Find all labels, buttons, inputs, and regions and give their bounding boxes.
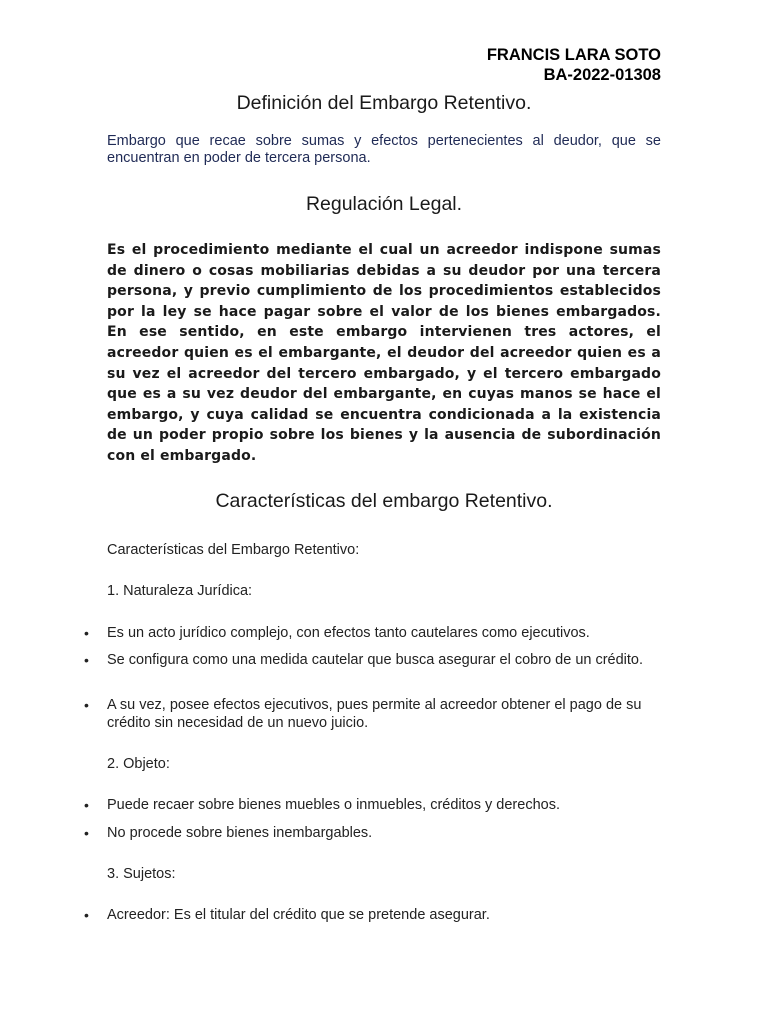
list-item	[84, 796, 652, 814]
group-label-object: 2. Objeto:	[107, 756, 170, 772]
list-item-text: Puede recaer sobre bienes muebles o inmuebles, créditos y derechos.	[107, 797, 560, 813]
author-id: BA-2022-01308	[543, 66, 661, 84]
characteristics-heading: Características del embargo Retentivo.	[215, 490, 553, 512]
definition-heading: Definición del Embargo Retentivo.	[236, 92, 532, 114]
list-item	[84, 906, 652, 924]
bullet-icon: •	[84, 907, 89, 923]
group-label-subjects: 3. Sujetos:	[107, 866, 176, 882]
bullet-icon: •	[84, 697, 89, 713]
regulation-text: Es el procedimiento mediante el cual un acreedor indispone sumas de dinero o cosas mobiliarias debidas a su deudor por una tercera persona, y previo cumplimiento de los procedimientos establecidos por la ley se hace pagar sobre el valor de los bienes embargados. En ese sentido, en este embargo intervienen tres actores, el acreedor quien es el embargante, el deudor del acreedor quien es a su vez el acreedor del tercero embargado, y el tercero embargado que es a su vez deudor del embargante, en cuyas manos se hace el embargo, y cuya calidad se encuentra condicionada a la existencia de un poder propio sobre los bienes y la ausencia de subordinación con el embargado.	[107, 242, 661, 464]
bullet-icon: •	[84, 825, 89, 841]
list-item	[84, 624, 652, 642]
group-label-nature: 1. Naturaleza Jurídica:	[107, 583, 253, 599]
list-item-text: A su vez, posee efectos ejecutivos, pues permite al acreedor obtener el pago de su crédito sin necesidad de un nuevo juicio.	[107, 697, 642, 731]
author-block	[487, 45, 661, 85]
list-item-text: Se configura como una medida cautelar que busca asegurar el cobro de un crédito.	[107, 652, 644, 668]
definition-text: Embargo que recae sobre sumas y efectos pertenecientes al deudor, que se encuentran en poder de tercera persona.	[107, 133, 661, 166]
characteristics-subtitle: Características del Embargo Retentivo:	[107, 542, 360, 558]
list-item	[84, 651, 652, 669]
list-item-text: No procede sobre bienes inembargables.	[107, 825, 373, 841]
bullet-icon: •	[84, 652, 89, 668]
list-item-text: Es un acto jurídico complejo, con efectos tanto cautelares como ejecutivos.	[107, 625, 590, 641]
list-item-text: Acreedor: Es el titular del crédito que se pretende asegurar.	[107, 907, 490, 923]
regulation-heading: Regulación Legal.	[305, 193, 463, 215]
list-item	[84, 696, 652, 732]
bullet-icon: •	[84, 797, 89, 813]
bullet-icon: •	[84, 625, 89, 641]
author-name: FRANCIS LARA SOTO	[486, 46, 661, 64]
list-item	[84, 824, 652, 842]
